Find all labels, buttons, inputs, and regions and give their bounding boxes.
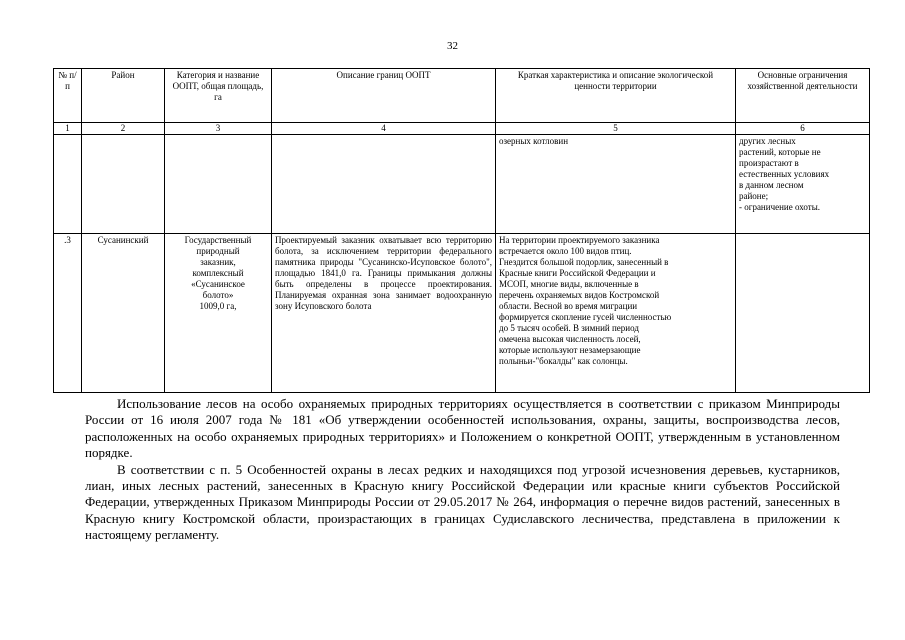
text-line: 1009,0 га, [199, 301, 237, 311]
text-line: природный [196, 246, 240, 256]
text-line: омечена высокая численность лосей, [499, 334, 641, 344]
cell-borders: Проектируемый заказник охватывает всю территорию болота, за исключением территории федерального памятника природы "Сусанинско-Исуповское болото", площадью 1841,0 га. Границы примыкания должны быть определены в процессе проектирования. Планируемая охранная зона занимает водоохранную зону Исуповского болота [272, 234, 496, 393]
text-line: произрастают в [739, 158, 799, 168]
table-row [54, 234, 870, 393]
column-number: 6 [736, 123, 870, 135]
text-line: естественных условиях [739, 169, 830, 179]
cell-num [54, 135, 82, 234]
text-line: комплексный [192, 268, 244, 278]
table-row-continuation [54, 135, 870, 234]
text-line: других лесных [739, 136, 796, 146]
text-line: до 5 тысяч особей. В зимний период [499, 323, 639, 333]
text-line: формируется скопление гусей численностью [499, 312, 672, 322]
header-district: Район [82, 69, 165, 123]
cell-characteristics: озерных котловин [496, 135, 736, 234]
header-category: Категория и название ООПТ, общая площадь, га [165, 69, 272, 123]
text-line: области. Весной во время миграции [499, 301, 638, 311]
page-number: 32 [447, 40, 458, 52]
cell-num: .3 [54, 234, 82, 393]
cell-category [165, 234, 272, 393]
text-line: - ограничение охоты. [739, 202, 821, 212]
cell-borders [272, 135, 496, 234]
cell-district: Сусанинский [82, 234, 165, 393]
text-line: полыньи-"бокалды" как солонцы. [499, 356, 628, 366]
text-line: Гнездится большой подорлик, занесенный в [499, 257, 669, 267]
cell-restrictions [736, 135, 870, 234]
paragraph: Использование лесов на особо охраняемых природных территориях осуществляется в соответствии с приказом Минприроды России от 16 июля 2007 года № 181 «Об утверждении особенностей использования, охраны, защиты, воспроизводства лесов, расположенных на особо охраняемых природных территориях» и Положением о конкретной ООПТ, утвержденным в установленном порядке. [85, 396, 840, 461]
text-line: районе; [739, 191, 769, 201]
text-line: которые используют незамерзающие [499, 345, 641, 355]
text-line: «Сусанинское [191, 279, 245, 289]
column-number-row [54, 123, 870, 135]
column-number: 2 [82, 123, 165, 135]
text-line: встречается около 100 видов птиц. [499, 246, 632, 256]
cell-characteristics [496, 234, 736, 393]
column-number: 4 [272, 123, 496, 135]
cell-restrictions [736, 234, 870, 393]
text-line: заказник, [200, 257, 236, 267]
column-number: 3 [165, 123, 272, 135]
table-header-row [54, 69, 870, 123]
text-line: перечень охраняемых видов Костромской [499, 290, 660, 300]
header-borders: Описание границ ООПТ [272, 69, 496, 123]
text-line: Государственный [184, 235, 252, 245]
header-num: № п/п [54, 69, 82, 123]
header-restrictions: Основные ограничения хозяйственной деятельности [736, 69, 870, 123]
cell-category [165, 135, 272, 234]
text-line: Красные книги Российской Федерации и [499, 268, 656, 278]
text-line: На территории проектируемого заказника [499, 235, 660, 245]
text-line: растений, которые не [739, 147, 821, 157]
text-line: МСОП, многие виды, включенные в [499, 279, 639, 289]
header-characteristics: Краткая характеристика и описание экологической ценности территории [496, 69, 736, 123]
column-number: 1 [54, 123, 82, 135]
text-line: в данном лесном [739, 180, 804, 190]
oopt-table [53, 68, 870, 393]
body-text [85, 396, 840, 544]
paragraph: В соответствии с п. 5 Особенностей охраны в лесах редких и находящихся под угрозой исчезновения деревьев, кустарников, лиан, иных лесных растений, занесенных в Красную книгу Российской Федерации или красные книги субъектов Российской Федерации, утвержденных Приказом Минприроды России от 29.05.2017 № 264, информация о перечне видов растений, занесенных в Красную книгу Костромской области, произрастающих в границах Судиславского лесничества, представлена в приложении к настоящему регламенту. [85, 461, 840, 543]
column-number: 5 [496, 123, 736, 135]
text-line: болото» [202, 290, 234, 300]
cell-district [82, 135, 165, 234]
